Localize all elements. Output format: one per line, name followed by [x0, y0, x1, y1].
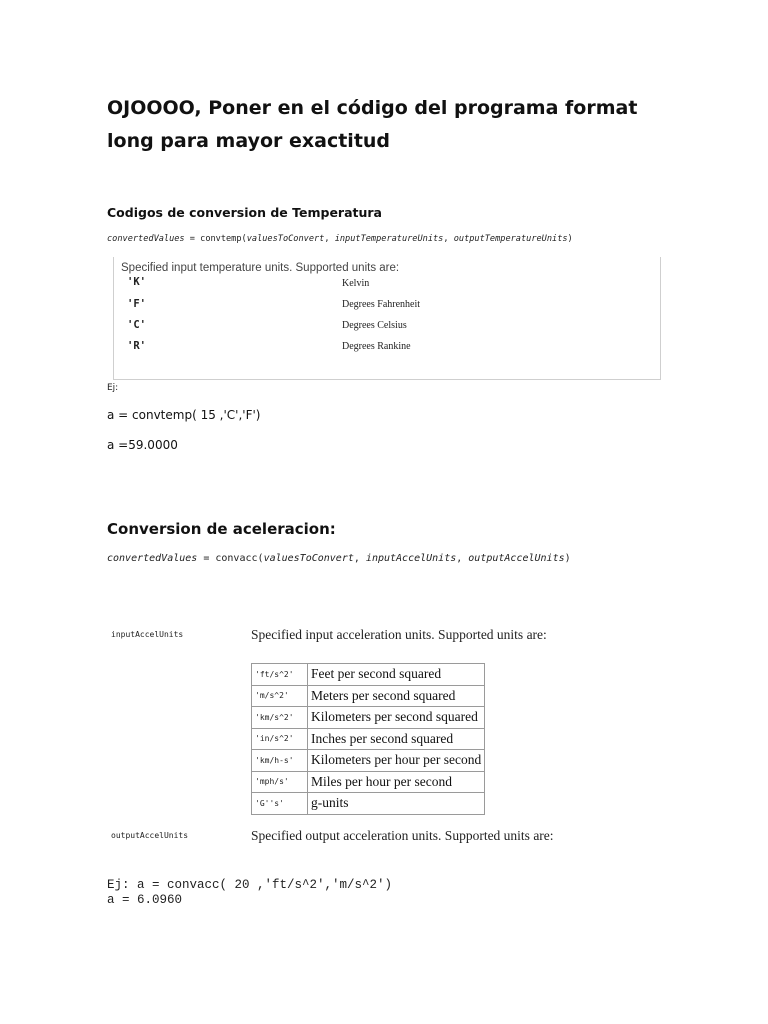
- signature-arg-output-units: outputAccelUnits: [468, 553, 565, 564]
- convtemp-signature: [107, 234, 573, 244]
- page-title: OJOOOO, Poner en el código del programa format long para mayor exactitud: [107, 97, 638, 152]
- signature-sep: ,: [443, 234, 454, 244]
- accel-units-table: [251, 663, 485, 815]
- temperature-section-heading: Codigos de conversion de Temperatura: [107, 205, 382, 220]
- accel-unit-code: 'm/s^2': [252, 685, 308, 707]
- signature-arg-output-units: outputTemperatureUnits: [453, 234, 568, 244]
- accel-unit-name: Kilometers per hour per second: [308, 750, 485, 772]
- signature-arg-input-units: inputTemperatureUnits: [334, 234, 444, 244]
- temp-unit-code: 'R': [127, 340, 146, 352]
- temperature-example-label: Ej:: [107, 383, 119, 393]
- temp-unit-name: Degrees Rankine: [342, 341, 411, 352]
- signature-arg-input-units: inputAccelUnits: [365, 553, 457, 564]
- signature-arg-values: valuesToConvert: [263, 553, 354, 564]
- temp-unit-name: Degrees Celsius: [342, 320, 407, 331]
- temp-unit-name: Kelvin: [342, 278, 370, 289]
- signature-open-paren: (: [241, 234, 247, 244]
- acceleration-example-result: a = 6.0960: [107, 893, 183, 907]
- acceleration-example-call: Ej: a = convacc( 20 ,'ft/s^2','m/s^2'): [107, 878, 393, 892]
- table-row: [252, 664, 485, 686]
- accel-unit-name: Meters per second squared: [308, 685, 485, 707]
- accel-unit-code: 'in/s^2': [252, 728, 308, 750]
- convacc-signature: [107, 553, 571, 564]
- accel-unit-code: 'km/s^2': [252, 707, 308, 729]
- accel-unit-code: 'km/h-s': [252, 750, 308, 772]
- accel-unit-name: Feet per second squared: [308, 664, 485, 686]
- acceleration-section-heading: Conversion de aceleracion:: [107, 520, 336, 538]
- accel-unit-code: 'G''s': [252, 793, 308, 815]
- table-row: [252, 685, 485, 707]
- signature-equals: =: [197, 553, 216, 564]
- signature-sep: ,: [456, 553, 469, 564]
- signature-sep: ,: [324, 234, 335, 244]
- signature-sep: ,: [353, 553, 366, 564]
- output-accel-param-desc: Specified output acceleration units. Supported units are:: [251, 828, 554, 843]
- table-row: [252, 771, 485, 793]
- temp-unit-name: Degrees Fahrenheit: [342, 299, 421, 310]
- signature-arg-values: valuesToConvert: [246, 234, 325, 244]
- signature-close-paren: ): [567, 234, 573, 244]
- temperature-example-result: a =59.0000: [107, 438, 178, 452]
- table-row: [252, 750, 485, 772]
- accel-unit-code: 'mph/s': [252, 771, 308, 793]
- temperature-example-call: a = convtemp( 15 ,'C','F'): [107, 408, 261, 422]
- temp-unit-code: 'F': [127, 298, 146, 310]
- accel-unit-name: Kilometers per second squared: [308, 707, 485, 729]
- accel-unit-name: Miles per hour per second: [308, 771, 485, 793]
- input-accel-param-name: inputAccelUnits: [111, 630, 184, 639]
- signature-open-paren: (: [257, 553, 264, 564]
- signature-output-var: convertedValues: [107, 234, 185, 244]
- temperature-units-box: [113, 257, 661, 380]
- signature-close-paren: ): [564, 553, 571, 564]
- input-accel-param-desc: Specified input acceleration units. Supported units are:: [251, 627, 547, 642]
- temp-unit-code: 'C': [127, 319, 146, 331]
- temp-unit-code: 'K': [127, 276, 146, 288]
- accel-unit-code: 'ft/s^2': [252, 664, 308, 686]
- signature-function: convacc: [215, 553, 258, 564]
- accel-unit-name: Inches per second squared: [308, 728, 485, 750]
- output-accel-param-name: outputAccelUnits: [111, 831, 189, 840]
- signature-equals: =: [184, 234, 201, 244]
- temperature-units-caption: Specified input temperature units. Supported units are:: [121, 262, 400, 274]
- table-row: [252, 793, 485, 815]
- table-row: [252, 707, 485, 729]
- accel-unit-name: g-units: [308, 793, 485, 815]
- table-row: [252, 728, 485, 750]
- signature-function: convtemp: [200, 234, 242, 244]
- signature-output-var: convertedValues: [107, 553, 198, 564]
